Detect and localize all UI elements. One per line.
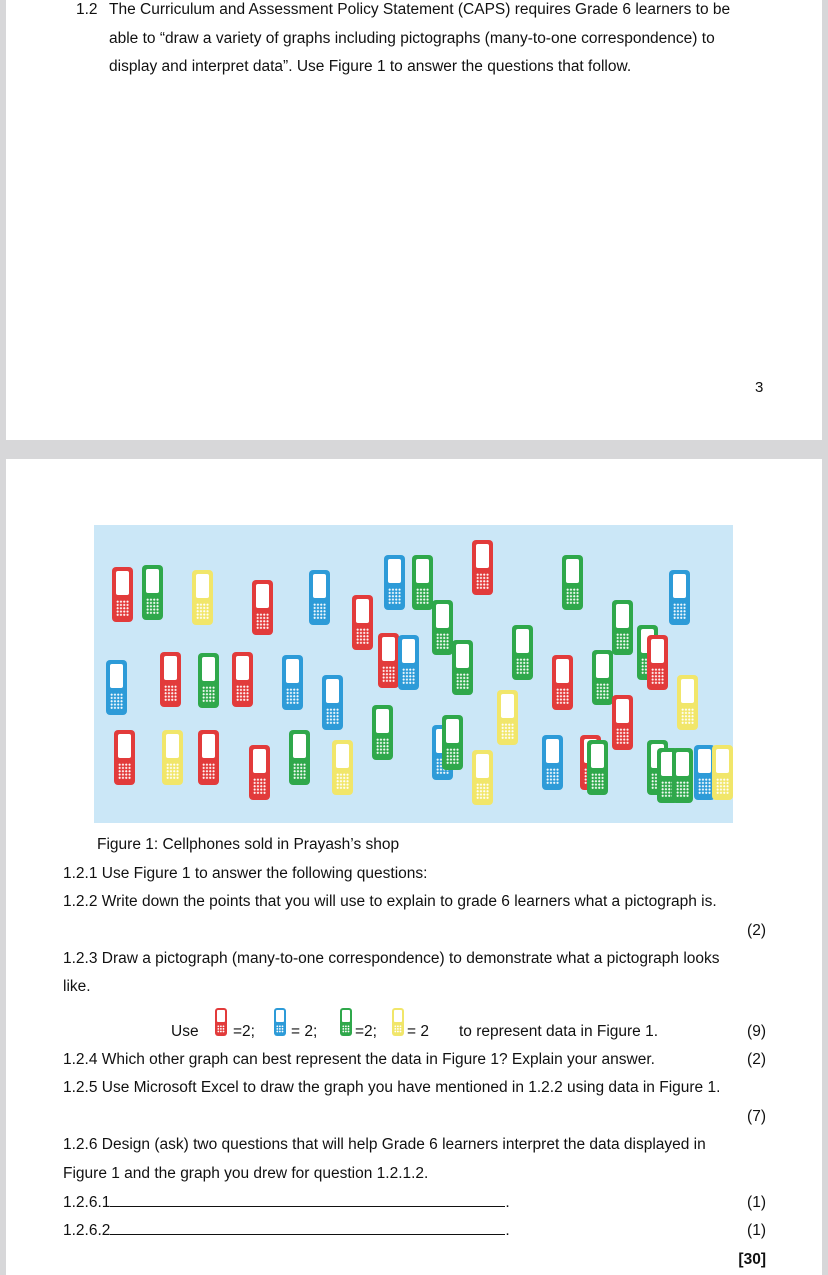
- marks-1-2-2: (2): [747, 922, 766, 939]
- green-cellphone-icon: [587, 740, 608, 795]
- question-1-2-2: 1.2.2 Write down the points that you will use to explain to grade 6 learners what a pictograph is.: [63, 893, 717, 910]
- legend-yellow-value: = 2: [407, 1023, 429, 1040]
- question-text-line-2: able to “draw a variety of graphs including pictographs (many-to-one correspondence) to: [109, 30, 715, 47]
- red-cellphone-icon: [114, 730, 135, 785]
- answer-line-1-2-6-1: [63, 1194, 510, 1212]
- red-cellphone-icon: [352, 595, 373, 650]
- page-two: [6, 459, 822, 1275]
- yellow-cellphone-icon: [192, 570, 213, 625]
- yellow-cellphone-icon: [332, 740, 353, 795]
- marks-1-2-3: (9): [747, 1023, 766, 1040]
- red-cellphone-icon: [552, 655, 573, 710]
- blue-cellphone-icon: [669, 570, 690, 625]
- legend-tail-text: to represent data in Figure 1.: [459, 1023, 659, 1040]
- marks-1-2-5: (7): [747, 1108, 766, 1125]
- blank-end-2: .: [505, 1222, 510, 1239]
- green-cellphone-icon: [612, 600, 633, 655]
- green-cellphone-icon: [442, 715, 463, 770]
- green-cellphone-icon: [432, 600, 453, 655]
- green-cellphone-icon: [512, 625, 533, 680]
- green-cellphone-icon: [142, 565, 163, 620]
- green-cellphone-icon: [412, 555, 433, 610]
- red-cellphone-icon: [249, 745, 270, 800]
- red-cellphone-icon: [160, 652, 181, 707]
- question-1-2-1: 1.2.1 Use Figure 1 to answer the following questions:: [63, 865, 428, 882]
- question-1-2-6-line-2: Figure 1 and the graph you drew for question 1.2.1.2.: [63, 1165, 429, 1182]
- blue-phone-icon: [274, 1008, 286, 1036]
- green-cellphone-icon: [562, 555, 583, 610]
- marks-1-2-4: (2): [747, 1051, 766, 1068]
- question-number: 1.2: [76, 1, 98, 18]
- legend-green-value: =2;: [355, 1023, 377, 1040]
- yellow-cellphone-icon: [712, 745, 733, 800]
- blue-cellphone-icon: [542, 735, 563, 790]
- answer-blank-1[interactable]: [110, 1194, 505, 1207]
- blue-cellphone-icon: [384, 555, 405, 610]
- blue-cellphone-icon: [282, 655, 303, 710]
- question-1-2-3-line-1: 1.2.3 Draw a pictograph (many-to-one correspondence) to demonstrate what a pictograph looks: [63, 950, 720, 967]
- question-1-2-5: 1.2.5 Use Microsoft Excel to draw the graph you have mentioned in 1.2.2 using data in Figure 1.: [63, 1079, 721, 1096]
- page-one: [6, 0, 822, 440]
- blue-cellphone-icon: [322, 675, 343, 730]
- green-cellphone-icon: [289, 730, 310, 785]
- blue-cellphone-icon: [309, 570, 330, 625]
- yellow-cellphone-icon: [162, 730, 183, 785]
- question-text-line-1: The Curriculum and Assessment Policy Statement (CAPS) requires Grade 6 learners to be: [109, 1, 731, 18]
- blue-cellphone-icon: [106, 660, 127, 715]
- label-1-2-6-1: 1.2.6.1: [63, 1194, 111, 1211]
- question-text-line-3: display and interpret data”. Use Figure 1 to answer the questions that follow.: [109, 58, 632, 75]
- label-1-2-6-2: 1.2.6.2: [63, 1222, 111, 1239]
- red-cellphone-icon: [198, 730, 219, 785]
- yellow-cellphone-icon: [677, 675, 698, 730]
- red-phone-icon: [215, 1008, 227, 1036]
- red-cellphone-icon: [232, 652, 253, 707]
- blue-cellphone-icon: [398, 635, 419, 690]
- red-cellphone-icon: [647, 635, 668, 690]
- answer-blank-2[interactable]: [110, 1222, 505, 1235]
- yellow-cellphone-icon: [497, 690, 518, 745]
- question-1-2-4: 1.2.4 Which other graph can best represent the data in Figure 1? Explain your answer.: [63, 1051, 655, 1068]
- question-1-2-3-line-2: like.: [63, 978, 91, 995]
- green-cellphone-icon: [672, 748, 693, 803]
- red-cellphone-icon: [252, 580, 273, 635]
- yellow-cellphone-icon: [472, 750, 493, 805]
- answer-line-1-2-6-2: [63, 1222, 510, 1240]
- legend-use-label: Use: [171, 1023, 199, 1040]
- green-cellphone-icon: [198, 653, 219, 708]
- green-cellphone-icon: [372, 705, 393, 760]
- red-cellphone-icon: [472, 540, 493, 595]
- legend-blue-value: = 2;: [291, 1023, 318, 1040]
- cellphone-figure: [94, 525, 733, 823]
- green-cellphone-icon: [452, 640, 473, 695]
- blank-end-1: .: [505, 1194, 510, 1211]
- red-cellphone-icon: [612, 695, 633, 750]
- green-cellphone-icon: [592, 650, 613, 705]
- green-phone-icon: [340, 1008, 352, 1036]
- legend-red-value: =2;: [233, 1023, 255, 1040]
- red-cellphone-icon: [378, 633, 399, 688]
- page-number: 3: [755, 379, 764, 396]
- red-cellphone-icon: [112, 567, 133, 622]
- figure-caption: Figure 1: Cellphones sold in Prayash’s shop: [97, 836, 400, 853]
- marks-1-2-6-1: (1): [747, 1194, 766, 1211]
- yellow-phone-icon: [392, 1008, 404, 1036]
- total-marks: [30]: [738, 1251, 766, 1268]
- marks-1-2-6-2: (1): [747, 1222, 766, 1239]
- question-1-2-6-line-1: 1.2.6 Design (ask) two questions that will help Grade 6 learners interpret the data displayed in: [63, 1136, 706, 1153]
